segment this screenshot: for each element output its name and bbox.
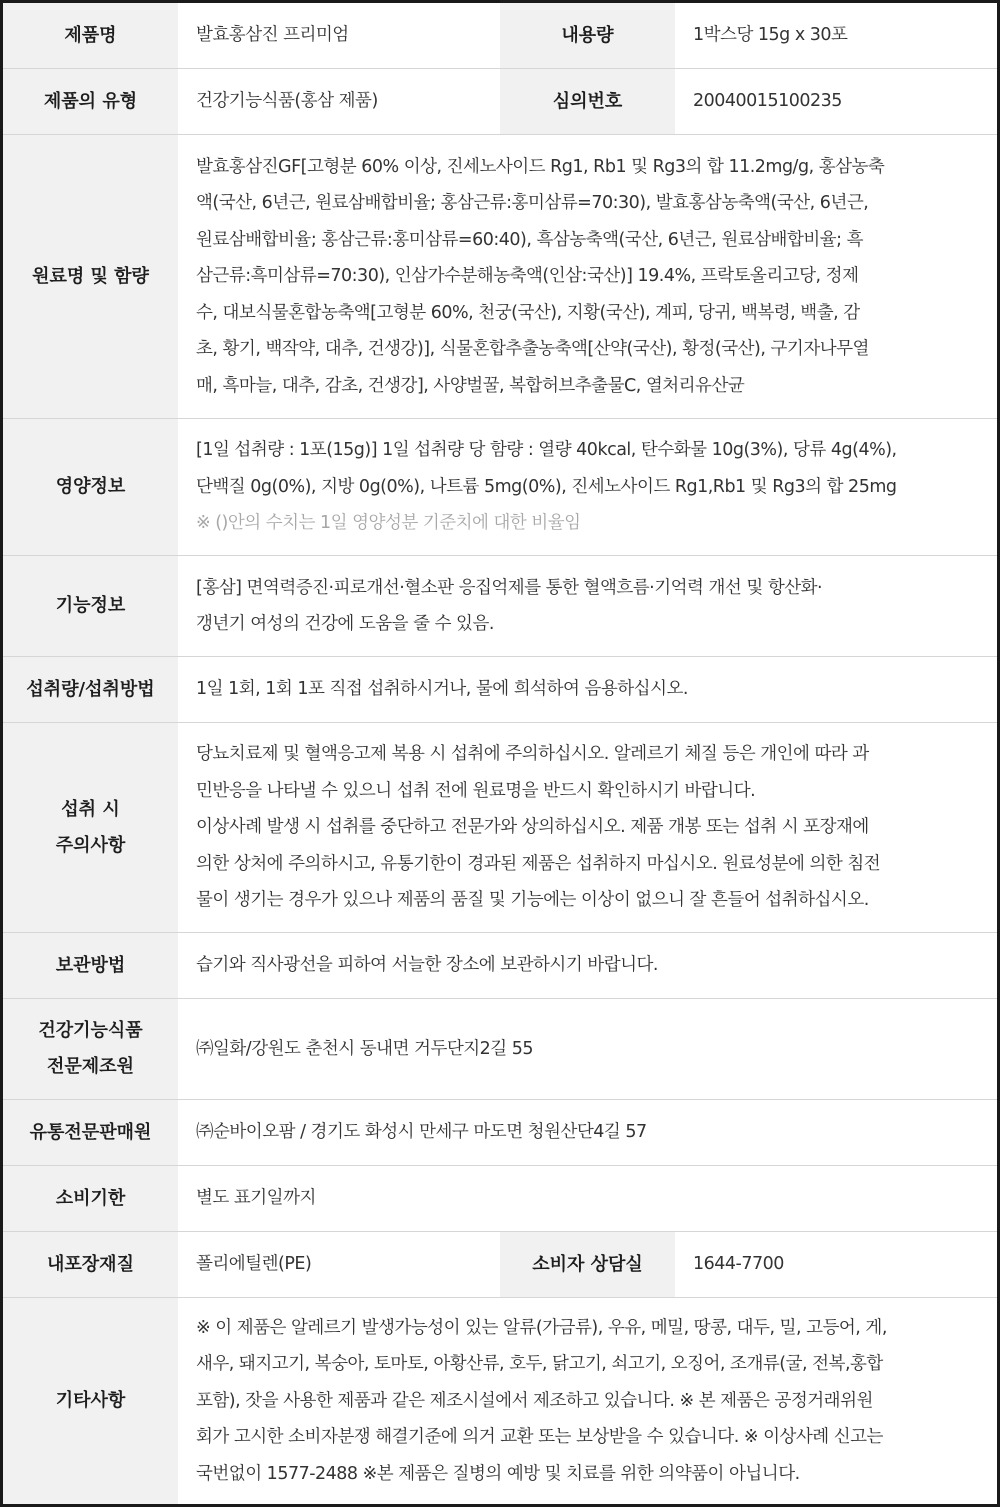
label-product-name: 제품명 bbox=[3, 3, 178, 68]
row-expiry bbox=[3, 1166, 997, 1232]
function-line: 갱년기 여성의 건강에 도움을 줄 수 있음. bbox=[196, 614, 494, 634]
row-etc bbox=[3, 1298, 997, 1504]
ingredients-line: 초, 황기, 백작약, 대추, 건생강)], 식물혼합추출농축액[산약(국산), 황정(국산), 구기자나무열 bbox=[196, 339, 869, 360]
value-manufacturer: ㈜일화/강원도 춘천시 동내면 거두단지2길 55 bbox=[196, 1038, 534, 1059]
manufacturer-label-line: 전문제조원 bbox=[47, 1056, 134, 1077]
etc-line: 새우, 돼지고기, 복숭아, 토마토, 아황산류, 호두, 닭고기, 쇠고기, 오징어, 조개류(굴, 전복,홍합 bbox=[196, 1354, 883, 1375]
value-storage: 습기와 직사광선을 피하여 서늘한 장소에 보관하시기 바랍니다. bbox=[196, 955, 658, 976]
etc-line: 회가 고시한 소비자분쟁 해결기준에 의거 교환 또는 보상받을 수 있습니다. ※ 이상사례 신고는 bbox=[196, 1427, 883, 1448]
label-consumer-center: 소비자 상담실 bbox=[500, 1232, 675, 1297]
value-function bbox=[178, 556, 997, 656]
manufacturer-label-line: 건강기능식품 bbox=[38, 1020, 143, 1041]
value-intake: 1일 1회, 1회 1포 직접 섭취하시거나, 물에 희석하여 음용하십시오. bbox=[196, 679, 688, 700]
etc-line: 포함), 잣을 사용한 제품과 같은 제조시설에서 제조하고 있습니다. ※ 본 제품은 공정거래위원 bbox=[196, 1390, 873, 1411]
nutrition-note: ※ ()안의 수치는 1일 영양성분 기준치에 대한 비율임 bbox=[196, 513, 581, 534]
label-intake: 섭취량/섭취방법 bbox=[3, 657, 178, 722]
value-product-type: 건강기능식품(홍삼 제품) bbox=[196, 91, 378, 112]
value-consumer-center: 1644-7700 bbox=[693, 1254, 784, 1275]
ingredients-line: 원료삼배합비율; 홍삼근류:홍미삼류=60:40), 흑삼농축액(국산, 6년근, 원료삼배합비율; 흑 bbox=[196, 229, 864, 250]
row-packaging bbox=[3, 1232, 997, 1298]
caution-label-line: 섭취 시 bbox=[61, 798, 120, 820]
row-caution bbox=[3, 723, 997, 933]
nutrition-line: [1일 섭취량 : 1포(15g)] 1일 섭취량 당 함량 : 열량 40kcal, 탄수화물 10g(3%), 당류 4g(4%), bbox=[196, 440, 897, 461]
value-expiry: 별도 표기일까지 bbox=[196, 1188, 316, 1209]
value-distributor: ㈜순바이오팜 / 경기도 화성시 만세구 마도면 청원산단4길 57 bbox=[196, 1122, 647, 1143]
label-caution bbox=[3, 723, 178, 932]
caution-label-line: 주의사항 bbox=[55, 834, 126, 856]
ingredients-line: 발효홍삼진GF[고형분 60% 이상, 진세노사이드 Rg1, Rb1 및 Rg3의 합 11.2mg/g, 홍삼농축 bbox=[196, 156, 885, 177]
nutrition-line: 단백질 0g(0%), 지방 0g(0%), 나트륨 5mg(0%), 진세노사이드 Rg1,Rb1 및 Rg3의 합 25mg bbox=[196, 476, 897, 497]
etc-line: 국번없이 1577-2488 ※본 제품은 질병의 예방 및 치료를 위한 의약품이 아닙니다. bbox=[196, 1463, 800, 1484]
value-nutrition bbox=[178, 419, 997, 555]
caution-line: 물이 생기는 경우가 있으나 제품의 품질 및 기능에는 이상이 없으니 잘 흔들어 섭취하십시오. bbox=[196, 890, 869, 911]
label-packaging: 내포장재질 bbox=[3, 1232, 178, 1297]
row-distributor bbox=[3, 1100, 997, 1166]
row-storage bbox=[3, 933, 997, 999]
label-ingredients: 원료명 및 함량 bbox=[3, 135, 178, 418]
row-intake bbox=[3, 657, 997, 723]
label-review-number: 심의번호 bbox=[500, 69, 675, 134]
value-review-number: 20040015100235 bbox=[693, 91, 842, 112]
ingredients-line: 액(국산, 6년근, 원료삼배합비율; 홍삼근류:홍미삼류=70:30), 발효홍삼농축액(국산, 6년근, bbox=[196, 193, 869, 214]
row-function bbox=[3, 556, 997, 657]
label-distributor: 유통전문판매원 bbox=[3, 1100, 178, 1165]
caution-line: 민반응을 나타낼 수 있으니 섭취 전에 원료명을 반드시 확인하시기 바랍니다. bbox=[196, 780, 756, 801]
label-etc: 기타사항 bbox=[3, 1298, 178, 1504]
row-ingredients bbox=[3, 135, 997, 419]
row-product-type bbox=[3, 69, 997, 135]
value-etc bbox=[178, 1298, 997, 1504]
value-product-name: 발효홍삼진 프리미엄 bbox=[196, 25, 349, 46]
ingredients-line: 수, 대보식물혼합농축액[고형분 60%, 천궁(국산), 지황(국산), 계피, 당귀, 백복령, 백출, 감 bbox=[196, 302, 860, 323]
label-expiry: 소비기한 bbox=[3, 1166, 178, 1231]
row-nutrition bbox=[3, 419, 997, 556]
function-line: [홍삼] 면역력증진·피로개선·혈소판 응집억제를 통한 혈액흐름·기억력 개선 및 항산화· bbox=[196, 577, 823, 598]
value-packaging: 폴리에틸렌(PE) bbox=[196, 1254, 312, 1275]
row-product-name bbox=[3, 3, 997, 69]
label-product-type: 제품의 유형 bbox=[3, 69, 178, 134]
value-caution bbox=[178, 723, 997, 932]
label-nutrition: 영양정보 bbox=[3, 419, 178, 555]
label-manufacturer bbox=[3, 999, 178, 1099]
value-ingredients bbox=[178, 135, 997, 418]
label-function: 기능정보 bbox=[3, 556, 178, 656]
caution-line: 당뇨치료제 및 혈액응고제 복용 시 섭취에 주의하십시오. 알레르기 체질 등은 개인에 따라 과 bbox=[196, 744, 869, 765]
value-content-amount: 1박스당 15g x 30포 bbox=[693, 25, 848, 46]
etc-line: ※ 이 제품은 알레르기 발생가능성이 있는 알류(가금류), 우유, 메밀, 땅콩, 대두, 밀, 고등어, 게, bbox=[196, 1317, 887, 1338]
label-content-amount: 내용량 bbox=[500, 3, 675, 68]
ingredients-line: 삼근류:흑미삼류=70:30), 인삼가수분해농축액(인삼:국산)] 19.4%, 프락토올리고당, 정제 bbox=[196, 266, 859, 287]
caution-line: 의한 상처에 주의하시고, 유통기한이 경과된 제품은 섭취하지 마십시오. 원료성분에 의한 침전 bbox=[196, 853, 881, 874]
row-manufacturer bbox=[3, 999, 997, 1100]
caution-line: 이상사례 발생 시 섭취를 중단하고 전문가와 상의하십시오. 제품 개봉 또는 섭취 시 포장재에 bbox=[196, 817, 869, 838]
label-storage: 보관방법 bbox=[3, 933, 178, 998]
ingredients-line: 매, 흑마늘, 대추, 감초, 건생강], 사양벌꿀, 복합허브추출물C, 열처리유산균 bbox=[196, 375, 745, 396]
